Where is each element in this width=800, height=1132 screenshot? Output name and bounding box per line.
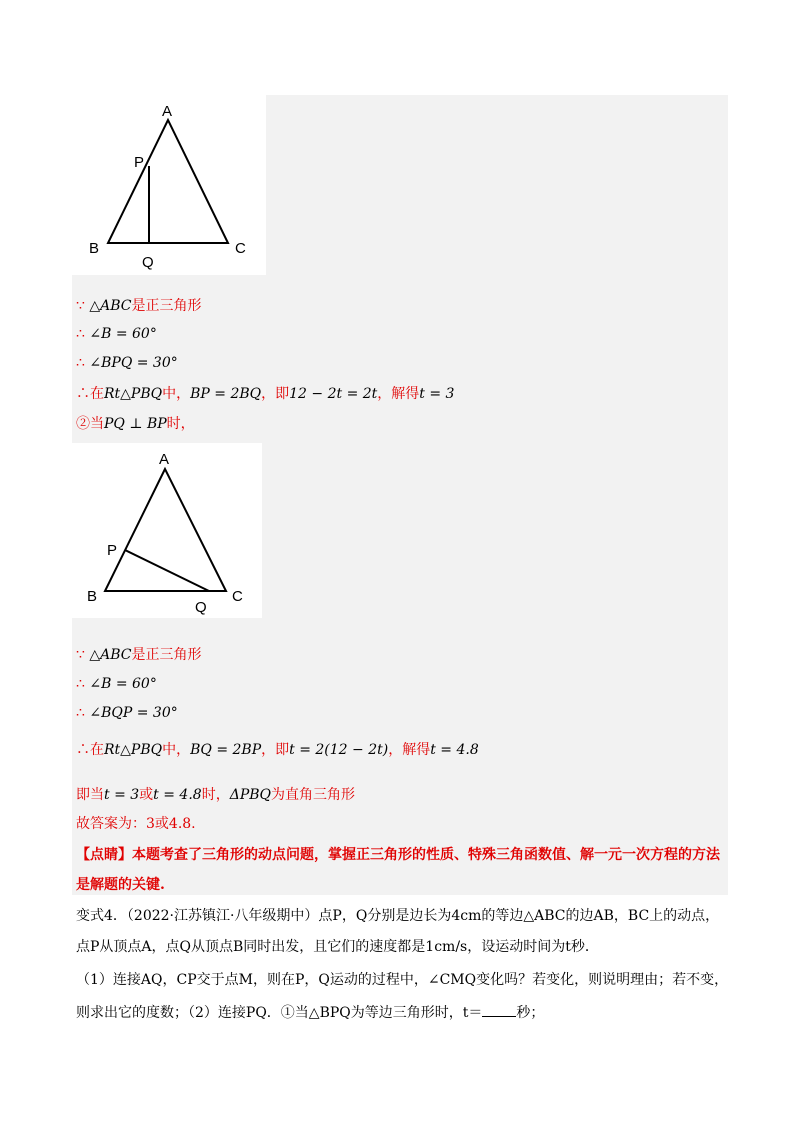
segment-pq-2: [125, 550, 209, 591]
variant-line1: 变式4．（2022·江苏镇江·八年级期中）点P，Q分别是边长为4cm的等边△ABC的边AB，BC上的动点，: [76, 908, 720, 924]
case1-line4: ∴在Rt△PBQ中，BP = 2BQ，即12 − 2t = 2t，解得t = 3: [76, 386, 455, 402]
triangle-figure-1: [72, 95, 266, 275]
triangle-abc-2: [105, 469, 226, 591]
case2-line4: ∴在Rt△PBQ中，BQ = 2BP，即t = 2(12 − 2t)，解得t = 4.8: [76, 742, 479, 758]
case1-line1: ∵ △ABC是正三角形: [76, 298, 202, 314]
label-b-1: B: [89, 240, 100, 257]
case1-line2: ∴ ∠B = 60°: [76, 326, 157, 342]
case2-line1: ∵ △ABC是正三角形: [76, 647, 202, 663]
case2-line3: ∴ ∠BQP = 30°: [76, 705, 178, 721]
variant-line4: 则求出它的度数；（2）连接PQ．①当△BPQ为等边三角形时，t＝ 秒；: [76, 1002, 544, 1023]
label-b-2: B: [87, 588, 98, 605]
label-q-1: Q: [142, 254, 154, 271]
label-c-2: C: [232, 588, 243, 605]
label-p-1: P: [134, 154, 145, 171]
case1-line3: ∴ ∠BPQ = 30°: [76, 355, 178, 371]
case2-title: ②当PQ ⊥ BP时，: [76, 416, 195, 432]
comment-line2: 是解题的关键.: [76, 877, 165, 893]
label-p-2: P: [107, 542, 118, 559]
answer-line: 故答案为：3或4.8.: [76, 816, 196, 832]
comment-line1: 【点睛】本题考查了三角形的动点问题，掌握正三角形的性质、特殊三角函数值、解一元一次方程的方法: [76, 847, 720, 863]
label-c-1: C: [235, 240, 246, 257]
label-q-2: Q: [195, 599, 207, 616]
variant-line3: （1）连接AQ，CP交于点M，则在P，Q运动的过程中，∠CMQ变化吗？若变化，则说明理由；若不变，: [76, 972, 729, 988]
answer-blank: [482, 1002, 516, 1017]
case2-line2: ∴ ∠B = 60°: [76, 676, 157, 692]
variant-line2: 点P从顶点A，点Q从顶点B同时出发，且它们的速度都是1cm/s，设运动时间为t秒．: [76, 939, 599, 955]
label-a-2: A: [159, 451, 170, 468]
triangle-abc-1: [108, 120, 228, 243]
conclusion-line: 即当t = 3或t = 4.8时，ΔPBQ为直角三角形: [76, 787, 355, 803]
label-a-1: A: [162, 103, 173, 120]
triangle-figure-2: [72, 443, 262, 618]
